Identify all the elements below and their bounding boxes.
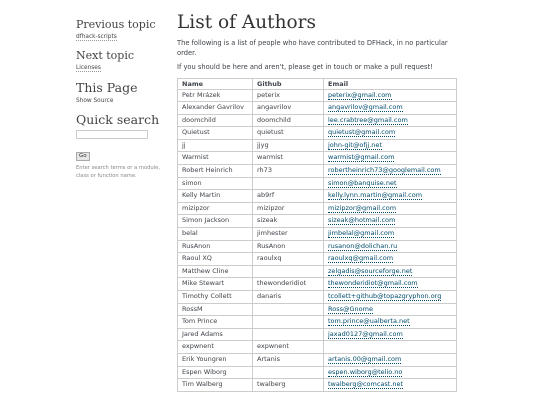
- author-email-link[interactable]: sizeak@hotmail.com: [328, 216, 396, 225]
- author-email-link[interactable]: twalberg@comcast.net: [328, 380, 404, 389]
- author-github: [253, 366, 324, 379]
- table-row: [178, 366, 457, 379]
- author-email-cell: [324, 328, 457, 341]
- author-email-link[interactable]: jaxad0127@gmail.com: [328, 329, 403, 338]
- search-help-text: Enter search terms or a module, class or function name.: [76, 165, 160, 179]
- author-email-cell: [324, 316, 457, 329]
- contact-note: If you should be here and aren't, please get in touch or make a pull request!: [177, 63, 433, 71]
- authors-table: [177, 78, 457, 392]
- author-name: Petr Mrázek: [178, 89, 253, 102]
- table-row: [178, 228, 457, 241]
- author-email-link[interactable]: lee.crabtree@gmail.com: [328, 115, 408, 124]
- author-name: Simon Jackson: [178, 215, 253, 228]
- author-email-cell: [324, 177, 457, 190]
- author-github: [253, 265, 324, 278]
- table-row: [178, 253, 457, 266]
- author-name: doomchild: [178, 114, 253, 127]
- author-name: Raoul XQ: [178, 253, 253, 266]
- author-name: Timothy Collett: [178, 291, 253, 304]
- author-name: RossM: [178, 303, 253, 316]
- show-source-link[interactable]: Show Source: [76, 98, 114, 104]
- author-github: warmist: [253, 152, 324, 165]
- author-email-cell: [324, 202, 457, 215]
- table-row: [178, 202, 457, 215]
- author-name: Espen Wiborg: [178, 366, 253, 379]
- author-github: ab9rf: [253, 190, 324, 203]
- author-email-link[interactable]: tcollett+github@topazgryphon.org: [328, 292, 442, 300]
- author-name: Warmist: [178, 152, 253, 165]
- author-email-cell: [324, 102, 457, 115]
- author-name: expwnent: [178, 341, 253, 354]
- author-email-link[interactable]: tom.prince@ualberta.net: [328, 317, 410, 326]
- author-github: mizipzor: [253, 202, 324, 215]
- page-title: List of Authors: [177, 12, 316, 33]
- author-github: twalberg: [253, 379, 324, 392]
- table-row: [178, 139, 457, 152]
- table-row: [178, 89, 457, 102]
- author-email-link[interactable]: simon@banquise.net: [328, 178, 397, 187]
- author-email-cell: [324, 353, 457, 366]
- next-topic-heading: Next topic: [76, 49, 135, 62]
- table-row: [178, 240, 457, 253]
- author-name: Tom Prince: [178, 316, 253, 329]
- author-github: danaris: [253, 291, 324, 304]
- intro-text: The following is a list of people who have contributed to DFHack, in no particular order.: [177, 39, 448, 57]
- author-name: Erik Youngren: [178, 353, 253, 366]
- author-name: belal: [178, 228, 253, 241]
- author-name: Mike Stewart: [178, 278, 253, 291]
- table-header-row: [178, 78, 457, 89]
- table-row: [178, 303, 457, 316]
- email-column-header: Email: [324, 78, 457, 89]
- table-row: [178, 127, 457, 140]
- author-name: Kelly Martin: [178, 190, 253, 203]
- author-email-cell: [324, 228, 457, 241]
- author-github: doomchild: [253, 114, 324, 127]
- author-email-link[interactable]: artanis.00@gmail.com: [328, 354, 402, 363]
- author-email-cell: [324, 127, 457, 140]
- author-github: RusAnon: [253, 240, 324, 253]
- author-github: Artanis: [253, 353, 324, 366]
- author-github: [253, 177, 324, 190]
- author-email-cell: [324, 190, 457, 203]
- author-name: Matthew Cline: [178, 265, 253, 278]
- table-row: [178, 353, 457, 366]
- author-email-cell: [324, 379, 457, 392]
- table-row: [178, 341, 457, 354]
- table-row: [178, 291, 457, 304]
- table-row: [178, 316, 457, 329]
- author-email-link[interactable]: quietust@gmail.com: [328, 128, 396, 137]
- author-email-cell: [324, 152, 457, 165]
- author-email-link[interactable]: thewonderidiot@gmail.com: [328, 279, 418, 288]
- this-page-heading: This Page: [76, 80, 138, 95]
- author-email-cell: [324, 366, 457, 379]
- quick-search-heading: Quick search: [76, 112, 160, 127]
- author-github: [253, 316, 324, 329]
- author-email-cell: [324, 89, 457, 102]
- table-row: [178, 379, 457, 392]
- author-github: quietust: [253, 127, 324, 140]
- author-email-cell: [324, 303, 457, 316]
- author-name: jj: [178, 139, 253, 152]
- author-email-link[interactable]: jimbelal@gmail.com: [328, 229, 395, 238]
- author-email-cell: [324, 278, 457, 291]
- github-column-header: Github: [253, 78, 324, 89]
- table-row: [178, 152, 457, 165]
- sidebar: [76, 18, 168, 180]
- author-name: simon: [178, 177, 253, 190]
- author-email-link[interactable]: angavrilov@gmail.com: [328, 103, 403, 112]
- author-name: Tim Walberg: [178, 379, 253, 392]
- author-name: Robert Heinrich: [178, 165, 253, 178]
- author-email-link[interactable]: john-git@ofjj.net: [328, 140, 382, 149]
- go-button[interactable]: Go: [76, 152, 90, 161]
- author-email-cell: [324, 341, 457, 354]
- author-email-link[interactable]: Ross@Gnome: [328, 304, 373, 313]
- table-row: [178, 190, 457, 203]
- name-column-header: Name: [178, 78, 253, 89]
- author-name: RusAnon: [178, 240, 253, 253]
- author-email-link[interactable]: kelly.lynn.martin@gmail.com: [328, 191, 423, 200]
- author-email-cell: [324, 165, 457, 178]
- author-email-cell: [324, 114, 457, 127]
- next-topic-link[interactable]: Licenses: [76, 65, 101, 71]
- main-content: [177, 12, 457, 392]
- author-email-link[interactable]: peterix@gmail.com: [328, 90, 392, 99]
- author-name: Quietust: [178, 127, 253, 140]
- author-email-link[interactable]: mizipzor@gmail.com: [328, 203, 397, 212]
- author-email-cell: [324, 253, 457, 266]
- author-github: jimhester: [253, 228, 324, 241]
- search-input[interactable]: [76, 130, 148, 139]
- table-row: [178, 328, 457, 341]
- author-email-cell: [324, 265, 457, 278]
- author-github: angavrilov: [253, 102, 324, 115]
- previous-topic-heading: Previous topic: [76, 18, 156, 31]
- previous-topic-link[interactable]: dfhack-scripts: [76, 34, 117, 40]
- author-email-link[interactable]: raoulxq@gmail.com: [328, 254, 394, 263]
- author-github: [253, 328, 324, 341]
- table-row: [178, 177, 457, 190]
- table-row: [178, 265, 457, 278]
- table-row: [178, 278, 457, 291]
- author-github: jjyg: [253, 139, 324, 152]
- author-github: sizeak: [253, 215, 324, 228]
- author-email-link[interactable]: robertheinrich73@googlemail.com: [328, 166, 441, 175]
- author-email-link[interactable]: rusanon@dolichan.ru: [328, 241, 398, 250]
- table-row: [178, 165, 457, 178]
- author-github: [253, 303, 324, 316]
- author-github: rh73: [253, 165, 324, 178]
- author-email-link[interactable]: espen.wiborg@telio.no: [328, 367, 403, 376]
- author-name: mizipzor: [178, 202, 253, 215]
- author-email-cell: [324, 139, 457, 152]
- author-email-link[interactable]: zelgadis@sourceforge.net: [328, 266, 413, 275]
- table-row: [178, 114, 457, 127]
- author-github: peterix: [253, 89, 324, 102]
- author-name: Jared Adams: [178, 328, 253, 341]
- table-row: [178, 102, 457, 115]
- author-github: raoulxq: [253, 253, 324, 266]
- author-github: expwnent: [253, 341, 324, 354]
- author-email-cell: [324, 291, 457, 304]
- author-email-cell: [324, 215, 457, 228]
- author-github: thewonderidiot: [253, 278, 324, 291]
- table-row: [178, 215, 457, 228]
- author-email-cell: [324, 240, 457, 253]
- author-email-link[interactable]: warmist@gmail.com: [328, 153, 395, 162]
- author-name: Alexander Gavrilov: [178, 102, 253, 115]
